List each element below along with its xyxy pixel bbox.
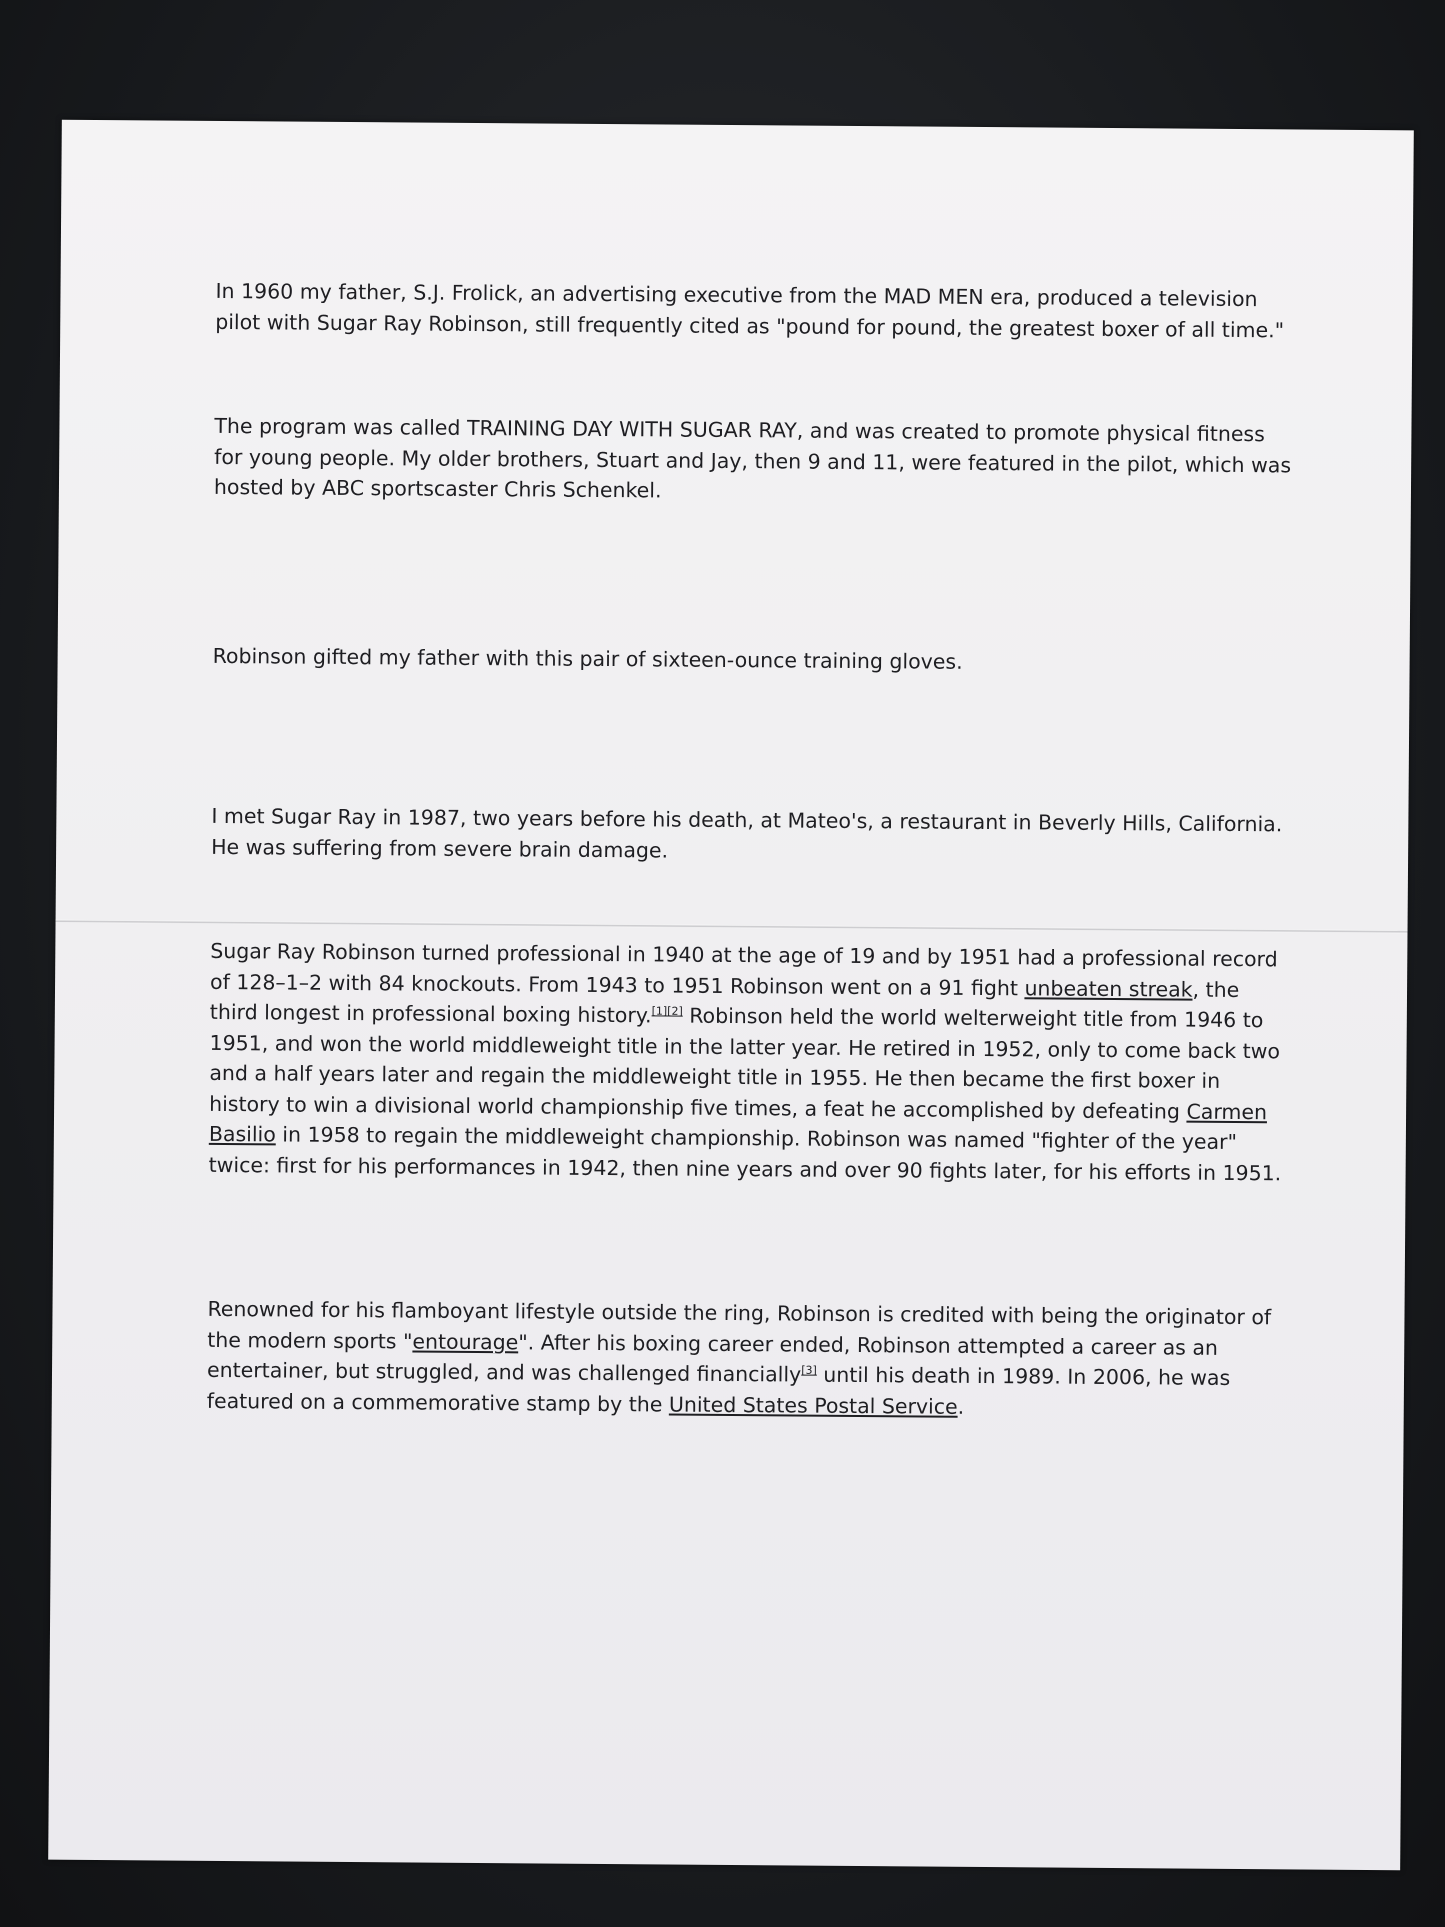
paragraph-career [209,936,1291,1188]
lifestyle-text-3: until his death in 1989. In 2006, he was featured on a commemorative stamp by the [206,1362,1231,1417]
career-text-4: in 1958 to regain the middleweight championship. Robinson was named "fighter of the year" twice: first for his performances in 1942, then nine years and over 90 fights later, for his efforts in 1951. [208,1122,1282,1185]
paragraph-lifestyle [207,1294,1288,1424]
career-text-1: Sugar Ray Robinson turned professional in 1940 at the age of 19 and by 1951 had a professional record of 128–1–2 with 84 knockouts. From 1943 to 1951 Robinson went on a 91 fight [209,938,1278,1000]
link-entourage[interactable]: entourage [412,1329,519,1354]
lifestyle-text-4: . [957,1394,965,1419]
paragraph-gloves: Robinson gifted my father with this pair of sixteen-ounce training gloves. [212,643,963,674]
link-usps[interactable]: United States Postal Service [668,1392,958,1419]
citation-1-2[interactable]: [1][2] [651,1004,683,1018]
lifestyle-text-2: ". After his boxing career ended, Robinson attempted a career as an entertainer, but struggled, and was challenged financially [206,1329,1219,1387]
paper-fold-crease [56,920,1408,934]
paragraph-meeting: I met Sugar Ray in 1987, two years before his death, at Mateo's, a restaurant in Beverly Hills, California. He was suffering from severe brain damage. [211,803,1283,863]
printed-page [48,120,1414,1871]
career-text-2: , the third longest in professional boxing history. [209,977,1240,1028]
page-text [206,276,1296,1419]
paragraph-intro: In 1960 my father, S.J. Frolick, an advertising executive from the MAD MEN era, produced a television pilot with Sugar Ray Robinson, still frequently cited as "pound for pound, the greatest boxer of all time." [215,278,1285,342]
link-carmen-basilio[interactable]: Carmen Basilio [208,1099,1268,1147]
citation-3[interactable]: [3] [801,1363,817,1377]
lifestyle-text-1: Renowned for his flamboyant lifestyle outside the ring, Robinson is credited with being the originator of the modern sports " [207,1296,1272,1354]
paragraph-program: The program was called TRAINING DAY WITH SUGAR RAY, and was created to promote physical fitness for young people. My older brothers, Stuart and Jay, then 9 and 11, were featured in the pilot, which was hosted by ABC sportscaster Chris Schenkel. [213,413,1292,503]
link-unbeaten-streak[interactable]: unbeaten streak [1024,975,1193,1002]
career-text-3: Robinson held the world welterweight title from 1946 to 1951, and won the world middleweight title in the latter year. He retired in 1952, only to come back two and a half years later and regain the middleweight title in 1955. He then became the first boxer in history to win a divisional world championship five times, a feat he accomplished by defeating [209,1003,1281,1124]
